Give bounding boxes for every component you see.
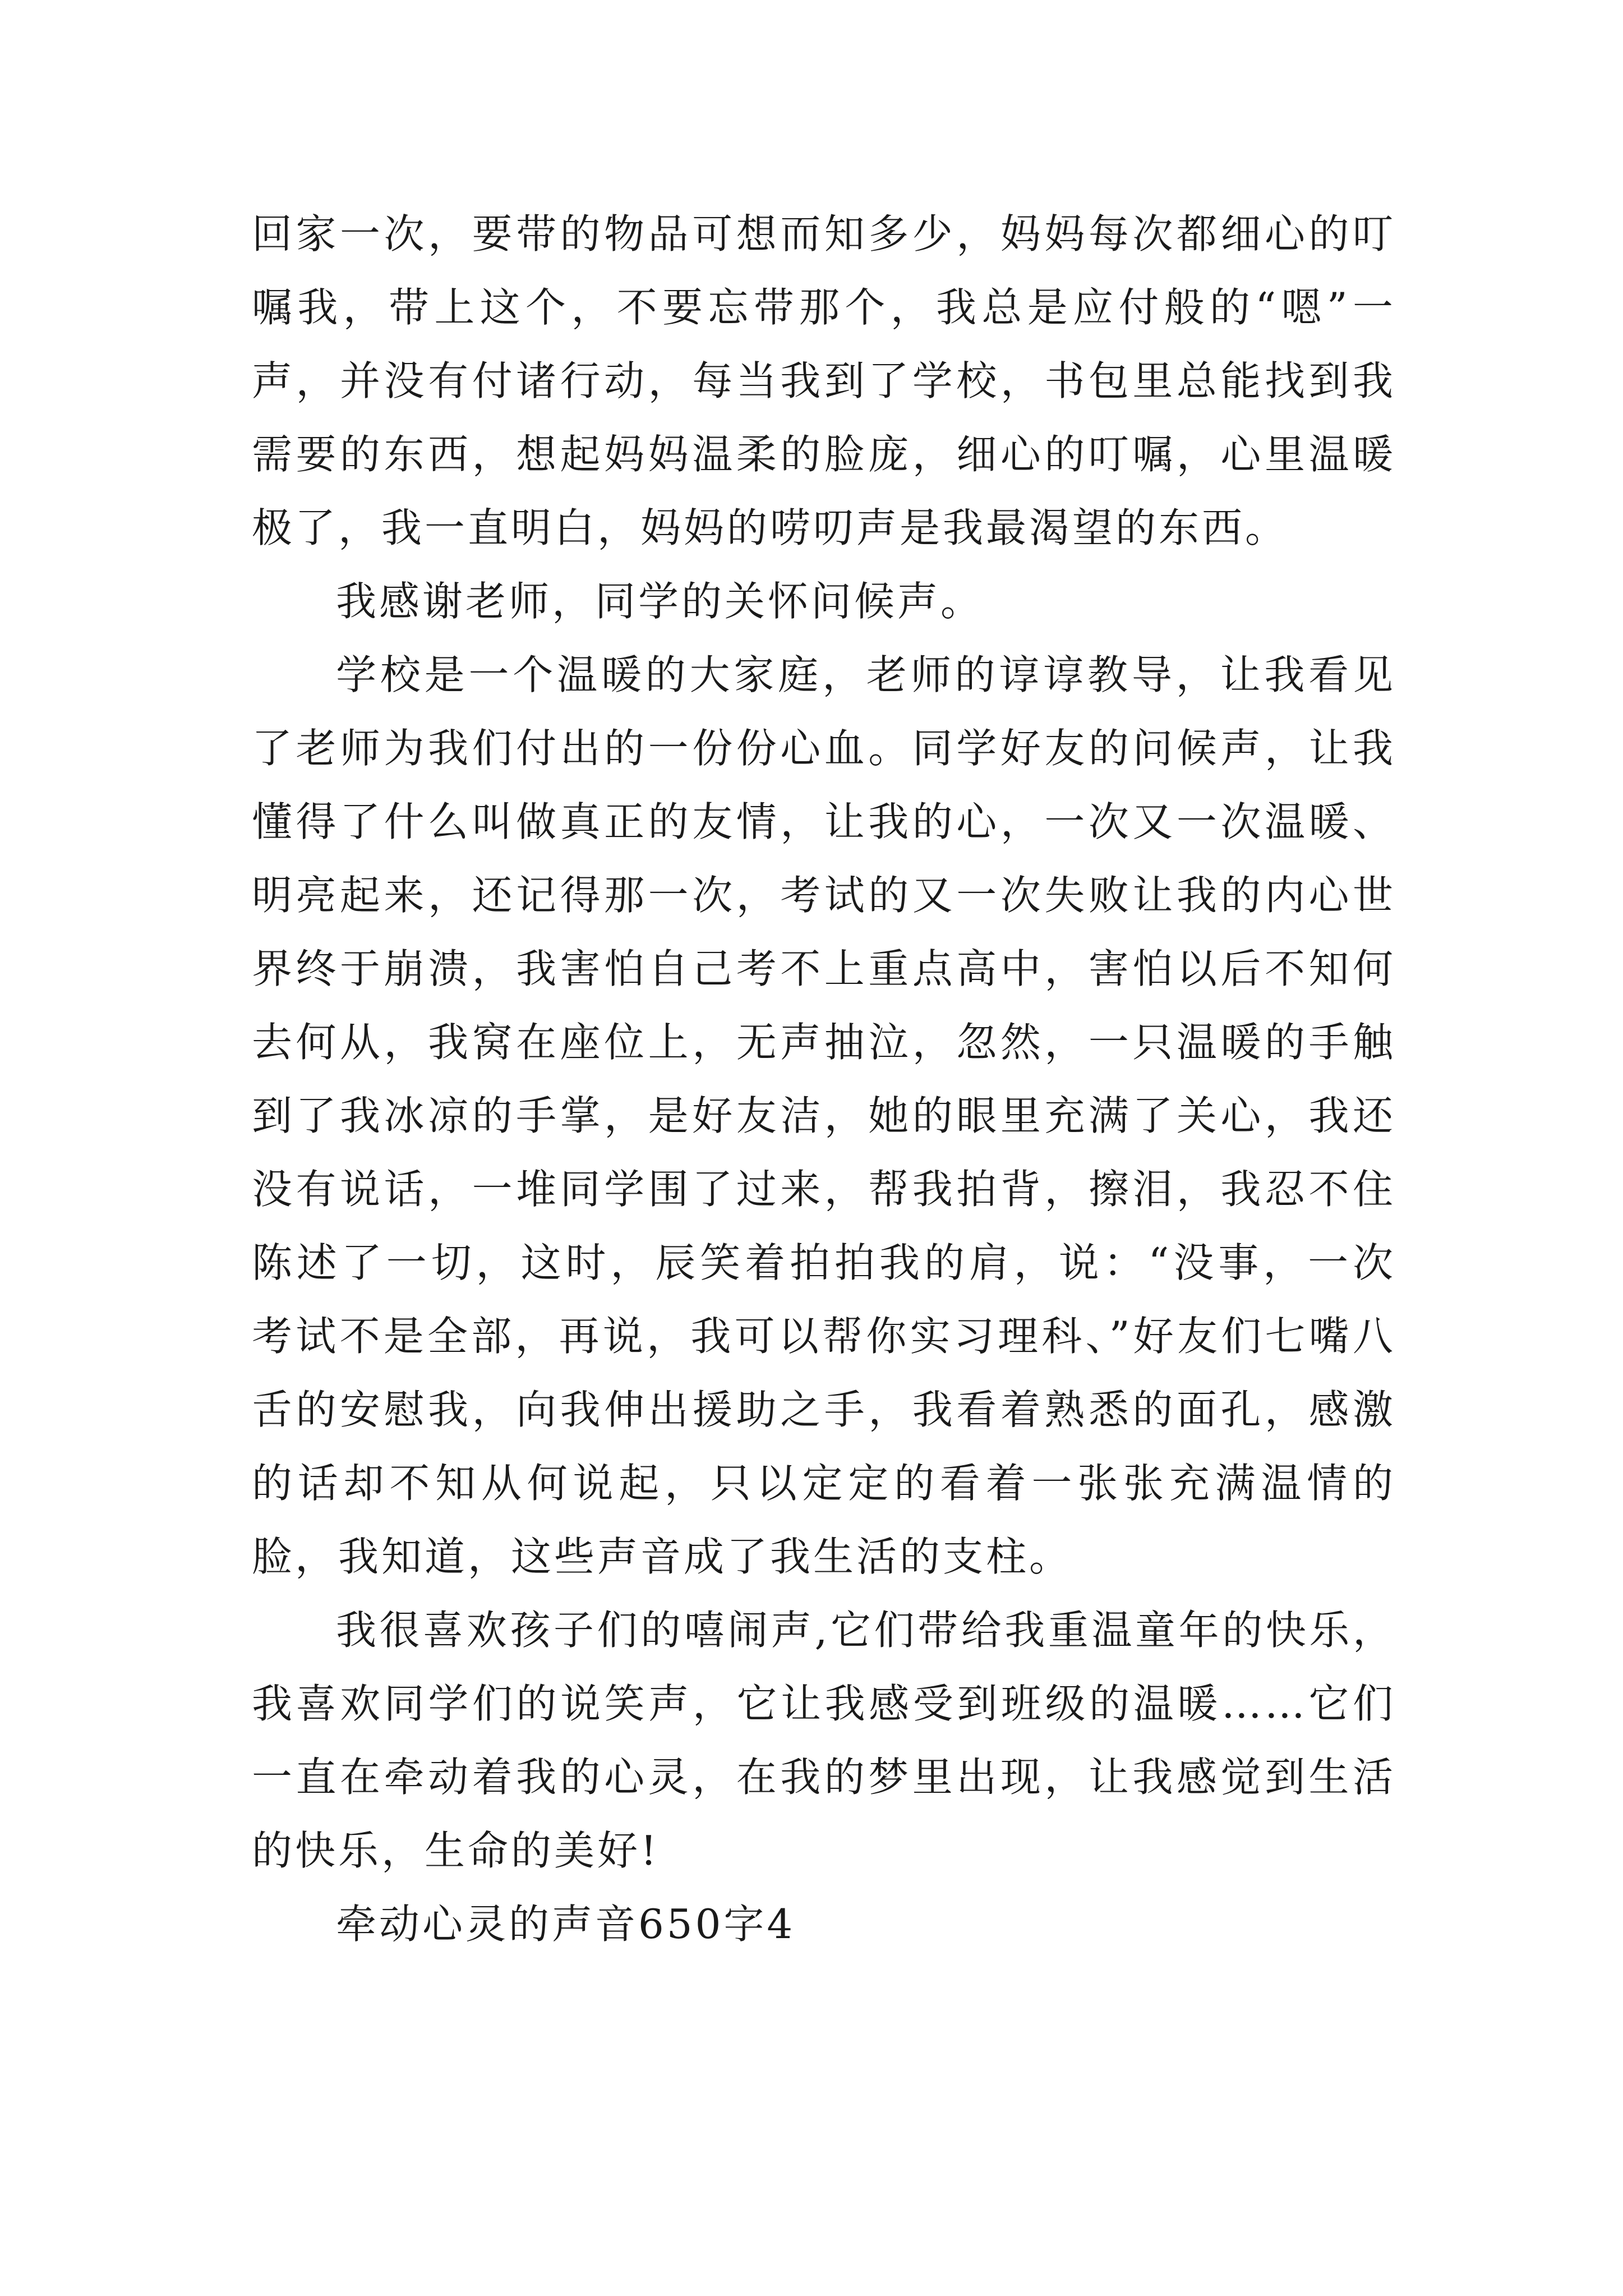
section-heading: 牵动心灵的声音650字4: [336, 1901, 796, 1948]
paragraph-2: 我感谢老师，同学的关怀问候声。: [336, 578, 984, 625]
paragraph-3: 学校是一个温暖的大家庭，老师的谆谆教导，让我看见了老师为我们付出的一份份心血。同学好友的问候声，让我懂得了什么叫做真正的友情，让我的心，一次又一次温暖、明亮起来，还记得那一次，考试的又一次失败让我的内心世界终于崩溃，我害怕自己考不上重点高中，害怕以后不知何去何从，我窝在座位上，无声抽泣，忽然，一只温暖的手触到了我冰凉的手掌，是好友洁，她的眼里充满了关心，我还没有说话，一堆同学围了过来，帮我拍背，擦泪，我忍不住陈述了一切，这时，辰笑着拍拍我的肩，说：“没事，一次考试不是全部，再说，我可以帮你实习理科、”好友们七嘴八舌的安慰我，向我伸出援助之手，我看着熟悉的面孔，感激的话却不知从何说起，只以定定的看着一张张充满温情的脸，我知道，这些声音成了我生活的支柱。: [252, 651, 1396, 1580]
document-body: [252, 197, 1396, 1961]
paragraph-4: 我很喜欢孩子们的嘻闹声,它们带给我重温童年的快乐，我喜欢同学们的说笑声，它让我感受到班级的温暖……它们一直在牵动着我的心灵，在我的梦里出现，让我感觉到生活的快乐，生命的美好!: [252, 1607, 1396, 1874]
paragraph-1: 回家一次，要带的物品可想而知多少，妈妈每次都细心的叮嘱我，带上这个，不要忘带那个，我总是应付般的“嗯”一声，并没有付诸行动，每当我到了学校，书包里总能找到我需要的东西，想起妈妈温柔的脸庞，细心的叮嘱，心里温暖极了，我一直明白，妈妈的唠叨声是我最渴望的东西。: [252, 210, 1396, 551]
